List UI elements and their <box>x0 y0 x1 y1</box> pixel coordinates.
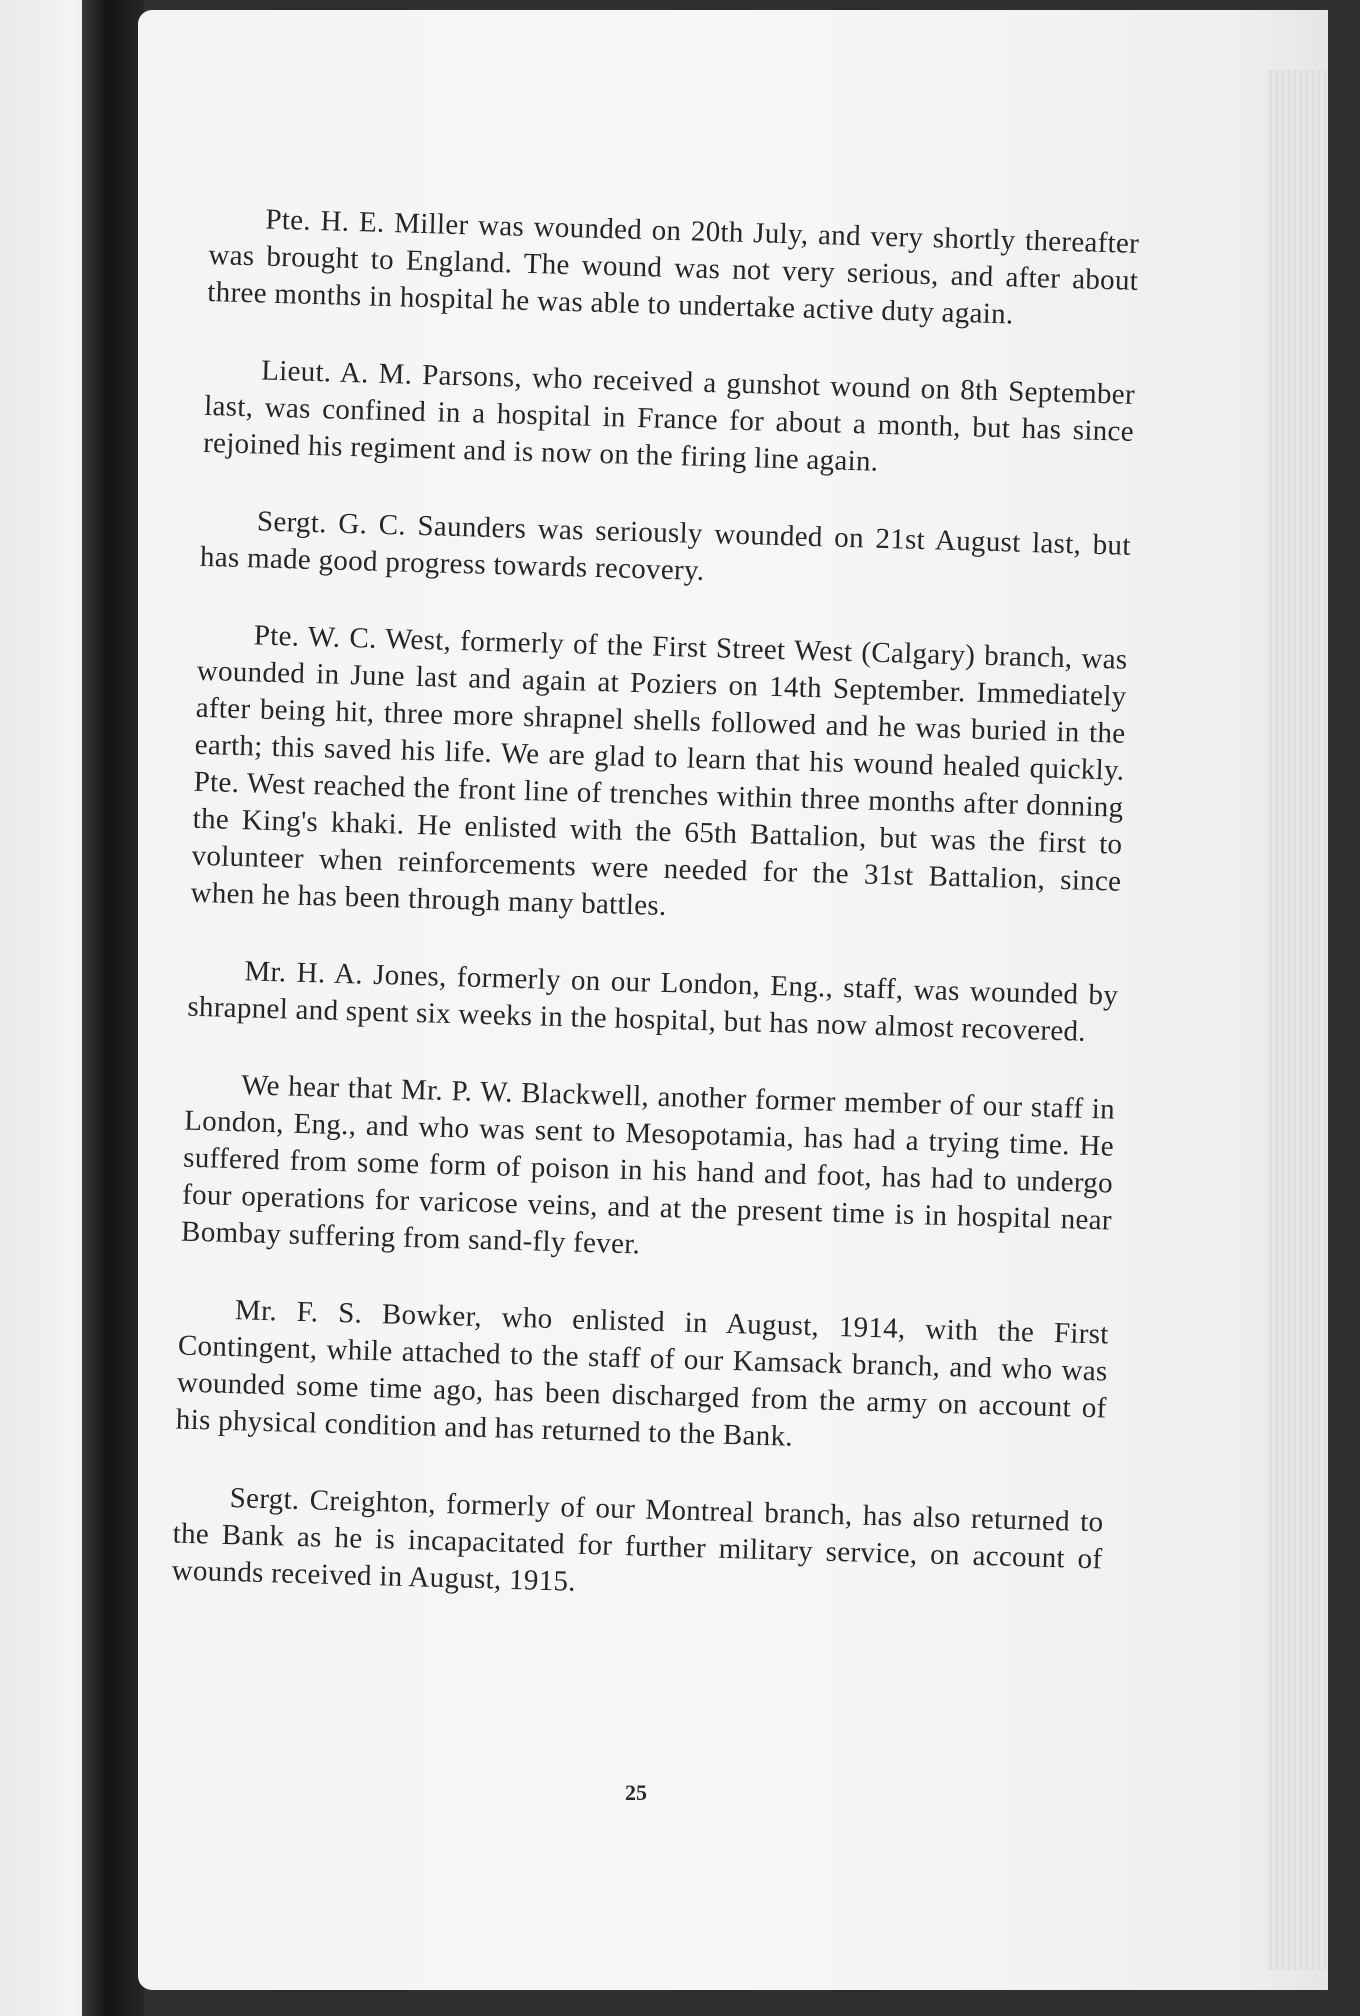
book-spine <box>82 0 144 2016</box>
paragraph-jones: Mr. H. A. Jones, formerly on our London, Eng., staff, was wounded by shrapnel and spent six weeks in the hospital, but has now almost recovered. <box>187 955 1119 1048</box>
paragraph-saunders: Sergt. G. C. Saunders was seriously wounded on 21st August last, but has made good progress towards recovery. <box>199 505 1132 587</box>
page-number: 25 <box>625 1780 647 1805</box>
paragraph-parsons: Lieut. A. M. Parsons, who received a gunshot wound on 8th September last, was confined in a hospital in France for about a month, but has since rejoined his regiment and is now on the firing line again. <box>202 354 1136 478</box>
page-edge <box>1268 70 1328 1970</box>
paragraph-creighton: Sergt. Creighton, formerly of our Montreal branch, has also returned to the Bank as he is incapacitated for further military service, on account of wounds received in August, 1915. <box>171 1482 1104 1598</box>
paragraph-blackwell: We hear that Mr. P. W. Blackwell, another former member of our staff in London, Eng., and who was sent to Mesopotamia, has had a trying time. He suffered from some form of poison in his hand and foot, has had to undergo four operations for varicose veins, and at the present time is in hospital near Bombay suffering from sand-fly fever. <box>180 1069 1116 1261</box>
paragraph-bowker: Mr. F. S. Bowker, who enlisted in August, 1914, with the First Contingent, while attached to the staff of our Kamsack branch, and who was wounded some time ago, has been discharged from the army on account of his physical condition and has returned to the Bank. <box>175 1294 1110 1453</box>
paragraph-west: Pte. W. C. West, formerly of the First Street West (Calgary) branch, was wounded in June last and again at Poziers on 14th September. Immediately after being hit, three more shrapnel shells followed and he was buried in the earth; this saved his life. We are glad to learn that his wound healed quickly. Pte. West reached the front line of trenches within three months after donning the King's khaki. He enlisted with the 65th Battalion, but was the first to volunteer when reinforcements were needed for the 31st Battalion, since when he has been through many battles. <box>190 619 1128 923</box>
page-text-block <box>170 200 1140 1655</box>
paragraph-miller: Pte. H. E. Miller was wounded on 20th July, and very shortly thereafter was brought to England. The wound was not very serious, and after about three months in hospital he was able to undertake active duty again. <box>206 203 1140 331</box>
